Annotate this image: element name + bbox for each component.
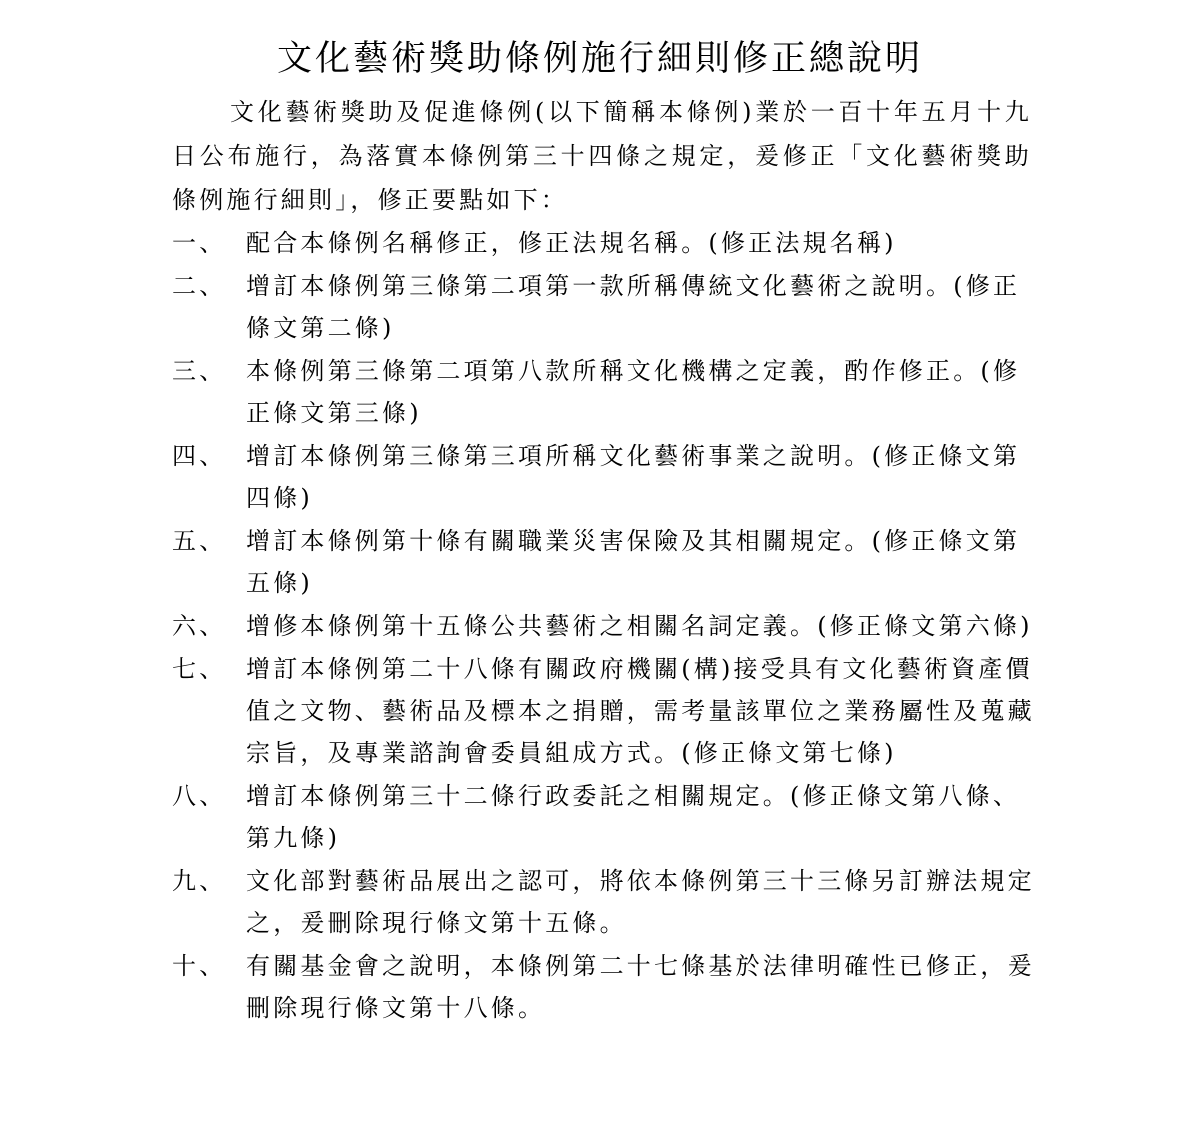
item-text: 增訂本條例第三條第三項所稱文化藝術事業之說明。(修正條文第四條): [246, 442, 1021, 512]
item-number: 十、: [172, 952, 227, 980]
intro-paragraph: 文化藝術獎助及促進條例(以下簡稱本條例)業於一百十年五月十九日公布施行，為落實本條例第三十四條之規定，爰修正「文化藝術獎助條例施行細則」，修正要點如下：: [172, 98, 1032, 214]
item-number: 九、: [172, 867, 227, 895]
list-item: [172, 648, 1042, 774]
item-text: 增訂本條例第十條有關職業災害保險及其相關規定。(修正條文第五條): [246, 527, 1021, 597]
item-text: 本條例第三條第二項第八款所稱文化機構之定義，酌作修正。(修正條文第三條): [246, 357, 1021, 427]
item-number: 八、: [172, 782, 227, 810]
item-text: 增訂本條例第三十二條行政委託之相關規定。(修正條文第八條、第九條): [246, 782, 1021, 852]
item-number: 一、: [172, 229, 227, 257]
item-number: 三、: [172, 357, 227, 385]
amendment-points-list: [172, 222, 1042, 1029]
list-item: [172, 520, 1042, 604]
item-text: 增訂本條例第三條第二項第一款所稱傳統文化藝術之說明。(修正條文第二條): [246, 272, 1021, 342]
item-number: 六、: [172, 612, 227, 640]
item-text: 有關基金會之說明，本條例第二十七條基於法律明確性已修正，爰刪除現行條文第十八條。: [246, 952, 1035, 1022]
list-item: [172, 265, 1042, 349]
list-item: [172, 222, 1042, 264]
list-item: [172, 605, 1042, 647]
document-title: 文化藝術獎助條例施行細則修正總說明: [276, 39, 923, 79]
list-item: [172, 350, 1042, 434]
item-number: 五、: [172, 527, 227, 555]
item-text: 增修本條例第十五條公共藝術之相關名詞定義。(修正條文第六條): [246, 612, 1033, 640]
list-item: [172, 945, 1042, 1029]
item-number: 二、: [172, 272, 227, 300]
item-text: 增訂本條例第二十八條有關政府機關(構)接受具有文化藝術資產價值之文物、藝術品及標本之捐贈，需考量該單位之業務屬性及蒐藏宗旨，及專業諮詢會委員組成方式。(修正條文第七條): [246, 655, 1035, 767]
item-number: 四、: [172, 442, 227, 470]
item-text: 配合本條例名稱修正，修正法規名稱。(修正法規名稱): [246, 229, 897, 257]
item-number: 七、: [172, 655, 227, 683]
list-item: [172, 775, 1042, 859]
list-item: [172, 860, 1042, 944]
list-item: [172, 435, 1042, 519]
item-text: 文化部對藝術品展出之認可，將依本條例第三十三條另訂辦法規定之，爰刪除現行條文第十五條。: [246, 867, 1035, 937]
